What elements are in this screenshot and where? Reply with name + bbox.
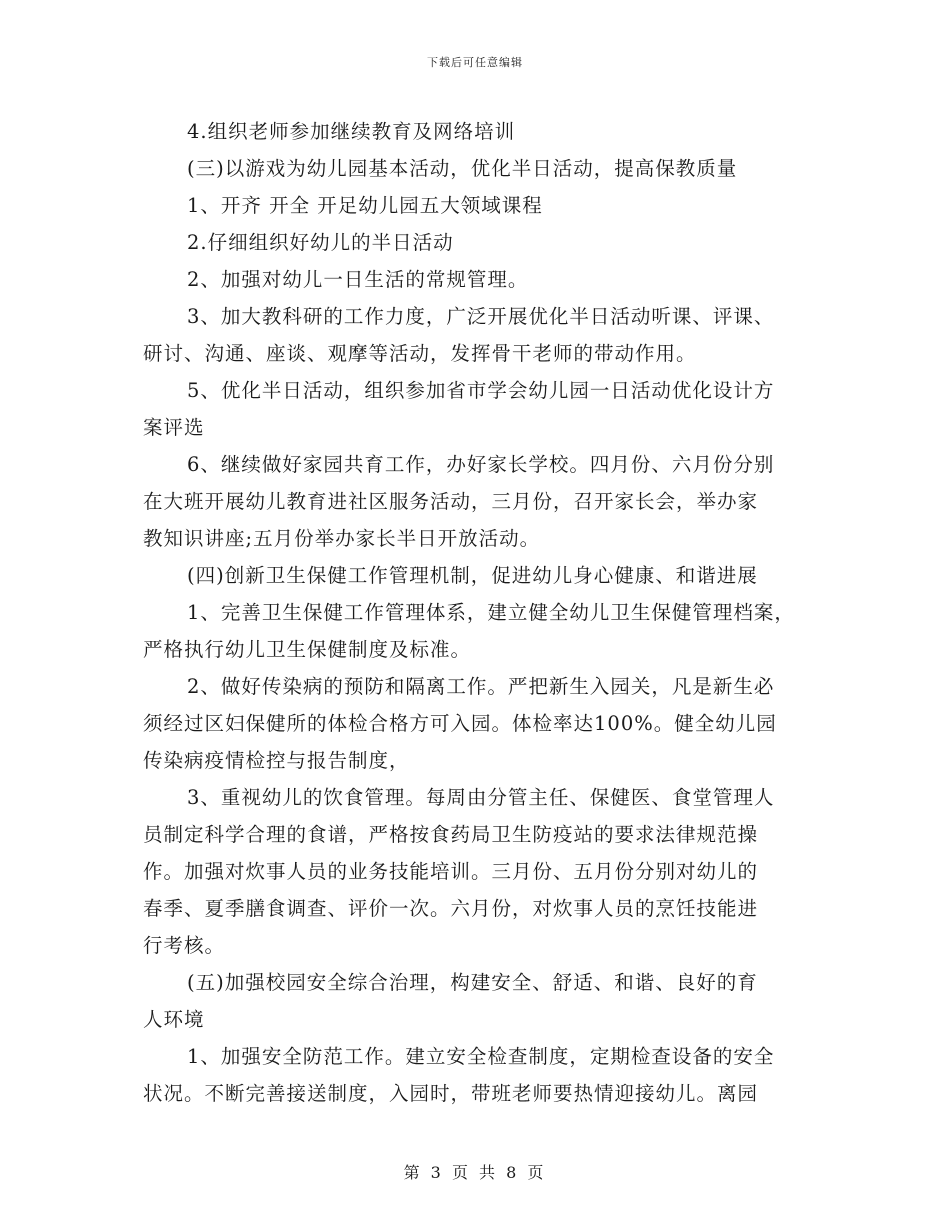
body-line: 传染病疫情检控与报告制度， [143, 749, 410, 772]
body-line: 案评选 [143, 416, 205, 439]
body-line: 2、加强对幼儿一日生活的常规管理。 [187, 268, 529, 291]
body-line: 员制定科学合理的食谱，严格按食药局卫生防疫站的要求法律规范操 [143, 823, 759, 846]
body-line: 1、完善卫生保健工作管理体系，建立健全幼儿卫生保健管理档案， [187, 601, 795, 624]
body-line: 4.组织老师参加继续教育及网络培训 [187, 120, 516, 143]
body-line: 须经过区妇保健所的体检合格方可入园。体检率达100%。健全幼儿园 [143, 712, 777, 735]
body-line: 人环境 [143, 1008, 205, 1031]
body-line: 教知识讲座;五月份举办家长半日开放活动。 [143, 527, 541, 550]
body-line: 在大班开展幼儿教育进社区服务活动，三月份，召开家长会，举办家 [143, 490, 759, 513]
body-line: 春季、夏季膳食调查、评价一次。六月份，对炊事人员的烹饪技能进 [143, 897, 759, 920]
section-heading: (五)加强校园安全综合治理，构建安全、舒适、和谐、良好的育 [187, 971, 758, 994]
body-line: 状况。不断完善接送制度，入园时，带班老师要热情迎接幼儿。离园 [143, 1082, 759, 1105]
body-line: 2、做好传染病的预防和隔离工作。严把新生入园关，凡是新生必 [187, 675, 775, 698]
header-note: 下载后可任意编辑 [427, 56, 523, 69]
body-line: 6、继续做好家园共育工作，办好家长学校。四月份、六月份分别 [187, 453, 775, 476]
body-line: 行考核。 [143, 934, 226, 957]
body-line: 1、开齐 开全 开足幼儿园五大领域课程 [187, 194, 543, 217]
body-line: 2.仔细组织好幼儿的半日活动 [187, 231, 454, 254]
body-line: 3、重视幼儿的饮食管理。每周由分管主任、保健医、食堂管理人 [187, 786, 775, 809]
body-line: 严格执行幼儿卫生保健制度及标准。 [143, 638, 472, 661]
body-line: 3、加大教科研的工作力度，广泛开展优化半日活动听课、评课、 [187, 305, 775, 328]
body-line: 研讨、沟通、座谈、观摩等活动，发挥骨干老师的带动作用。 [143, 342, 697, 365]
body-line: 1、加强安全防范工作。建立安全检查制度，定期检查设备的安全 [187, 1045, 775, 1068]
body-line: 作。加强对炊事人员的业务技能培训。三月份、五月份分别对幼儿的 [143, 860, 759, 883]
section-heading: (三)以游戏为幼儿园基本活动，优化半日活动，提高保教质量 [187, 157, 738, 180]
document-body [143, 113, 813, 1112]
body-line: 5、优化半日活动，组织参加省市学会幼儿园一日活动优化设计方 [187, 379, 775, 402]
section-heading: (四)创新卫生保健工作管理机制，促进幼儿身心健康、和谐进展 [187, 564, 758, 587]
page-number: 第 3 页 共 8 页 [403, 1163, 547, 1182]
